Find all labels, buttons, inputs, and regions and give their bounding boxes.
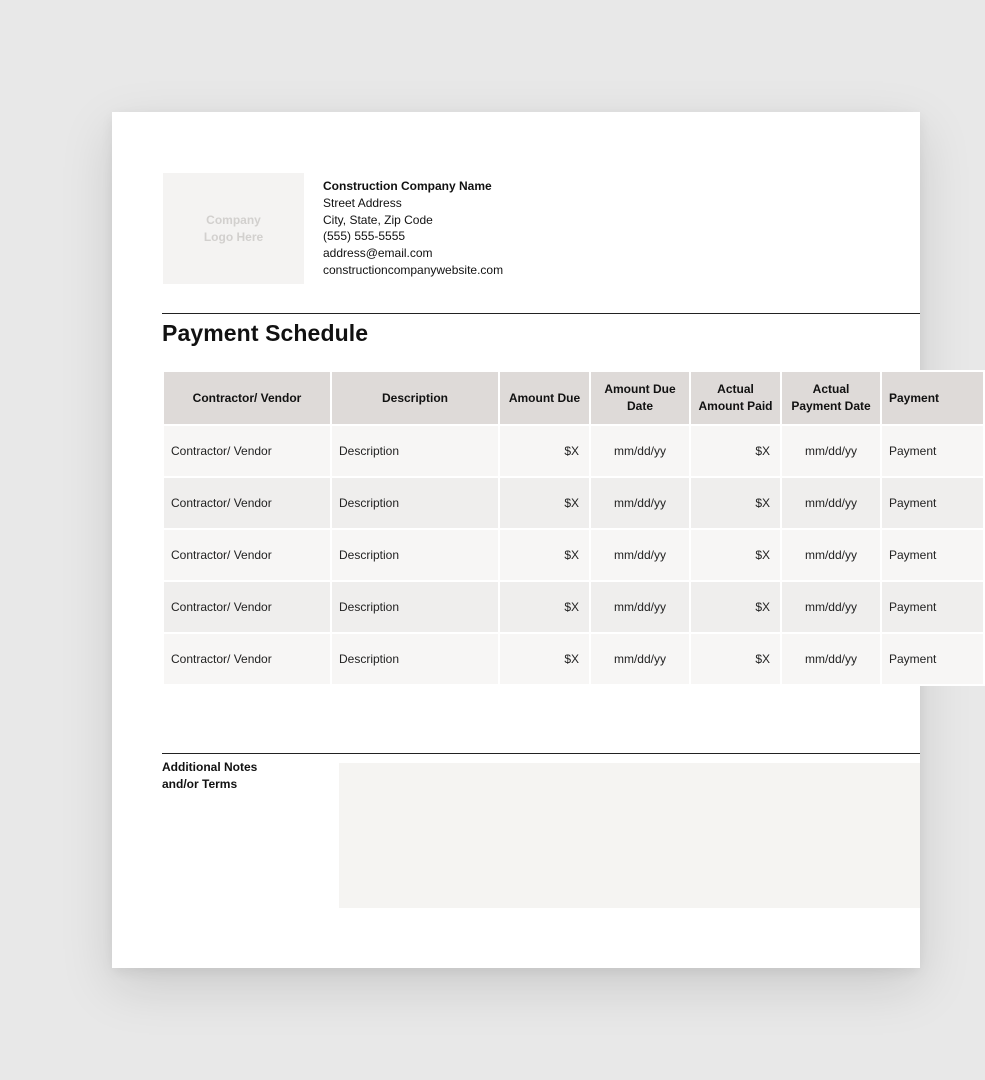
- cell-description[interactable]: Description: [331, 529, 499, 581]
- header-payment: Payment: [881, 371, 984, 425]
- page-title: Payment Schedule: [162, 320, 369, 346]
- cell-contractor-vendor[interactable]: Contractor/ Vendor: [163, 477, 331, 529]
- notes-textarea[interactable]: [339, 763, 920, 908]
- company-name: Construction Company Name: [323, 179, 492, 193]
- header-description: Description: [331, 371, 499, 425]
- table-row: [163, 529, 984, 581]
- header-divider: [162, 313, 920, 314]
- cell-actual-amount-paid[interactable]: $X: [690, 425, 781, 477]
- cell-description[interactable]: Description: [331, 581, 499, 633]
- cell-actual-amount-paid[interactable]: $X: [690, 477, 781, 529]
- cell-description[interactable]: Description: [331, 425, 499, 477]
- cell-actual-payment-date[interactable]: mm/dd/yy: [781, 529, 881, 581]
- cell-amount-due-date[interactable]: mm/dd/yy: [590, 477, 690, 529]
- cell-actual-payment-date[interactable]: mm/dd/yy: [781, 633, 881, 685]
- cell-amount-due[interactable]: $X: [499, 633, 590, 685]
- table-row: [163, 581, 984, 633]
- header-amount-due: Amount Due: [499, 371, 590, 425]
- cell-payment[interactable]: Payment: [881, 633, 984, 685]
- company-phone: (555) 555-5555: [323, 229, 406, 244]
- notes-divider: [162, 753, 920, 754]
- company-website: constructioncompanywebsite.com: [323, 262, 504, 277]
- cell-payment[interactable]: Payment: [881, 581, 984, 633]
- cell-actual-payment-date[interactable]: mm/dd/yy: [781, 425, 881, 477]
- cell-description[interactable]: Description: [331, 633, 499, 685]
- cell-contractor-vendor[interactable]: Contractor/ Vendor: [163, 633, 331, 685]
- cell-amount-due-date[interactable]: mm/dd/yy: [590, 529, 690, 581]
- notes-label-line1: Additional Notes: [162, 760, 258, 774]
- company-logo-placeholder: [163, 173, 304, 284]
- cell-amount-due-date[interactable]: mm/dd/yy: [590, 581, 690, 633]
- cell-amount-due[interactable]: $X: [499, 425, 590, 477]
- company-info: [323, 178, 503, 279]
- payment-schedule-table: [162, 370, 985, 686]
- logo-text-line1: Company: [206, 212, 261, 227]
- document-page: [112, 112, 940, 968]
- table-row: [163, 633, 984, 685]
- header-contractor-vendor: Contractor/ Vendor: [163, 371, 331, 425]
- cell-amount-due[interactable]: $X: [499, 477, 590, 529]
- notes-label-line2: and/or Terms: [162, 777, 238, 791]
- company-city: City, State, Zip Code: [323, 212, 433, 227]
- table-row: [163, 425, 984, 477]
- header-actual-amount-paid: Actual Amount Paid: [690, 371, 781, 425]
- logo-text-line2: Logo Here: [203, 229, 264, 244]
- table-row: [163, 477, 984, 529]
- cell-contractor-vendor[interactable]: Contractor/ Vendor: [163, 581, 331, 633]
- cell-payment[interactable]: Payment: [881, 529, 984, 581]
- cell-description[interactable]: Description: [331, 477, 499, 529]
- notes-label: [162, 759, 282, 793]
- cell-amount-due-date[interactable]: mm/dd/yy: [590, 633, 690, 685]
- table-header-row: [163, 371, 984, 425]
- cell-amount-due-date[interactable]: mm/dd/yy: [590, 425, 690, 477]
- cell-actual-amount-paid[interactable]: $X: [690, 529, 781, 581]
- header-actual-payment-date: Actual Payment Date: [781, 371, 881, 425]
- cell-amount-due[interactable]: $X: [499, 529, 590, 581]
- cell-contractor-vendor[interactable]: Contractor/ Vendor: [163, 529, 331, 581]
- cell-actual-amount-paid[interactable]: $X: [690, 633, 781, 685]
- cell-payment[interactable]: Payment: [881, 425, 984, 477]
- cell-contractor-vendor[interactable]: Contractor/ Vendor: [163, 425, 331, 477]
- company-email: address@email.com: [323, 246, 433, 261]
- cell-actual-amount-paid[interactable]: $X: [690, 581, 781, 633]
- header-amount-due-date: Amount Due Date: [590, 371, 690, 425]
- company-street: Street Address: [323, 195, 402, 210]
- cell-amount-due[interactable]: $X: [499, 581, 590, 633]
- cell-payment[interactable]: Payment: [881, 477, 984, 529]
- cell-actual-payment-date[interactable]: mm/dd/yy: [781, 581, 881, 633]
- cell-actual-payment-date[interactable]: mm/dd/yy: [781, 477, 881, 529]
